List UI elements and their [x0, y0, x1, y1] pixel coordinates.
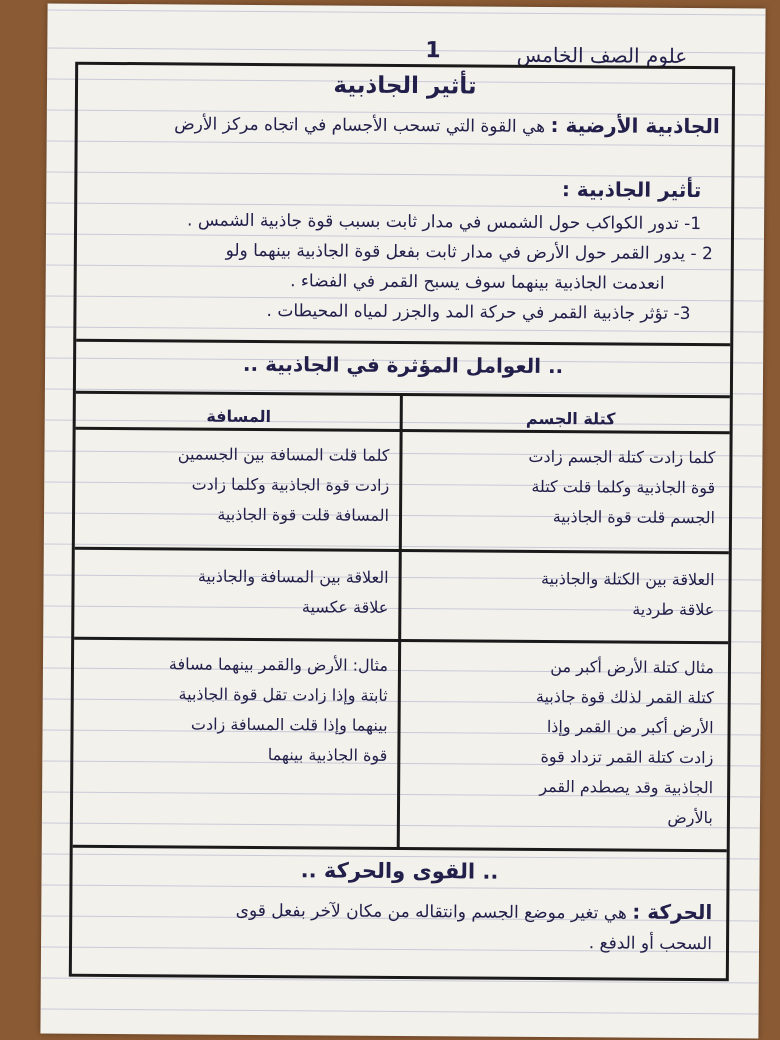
cell-line: بالأرض [667, 807, 714, 828]
cell-line: العلاقة بين المسافة والجاذبية [197, 566, 389, 587]
forces-title: .. القوى والحركة .. [300, 858, 499, 884]
mass-cell-row1 [411, 441, 716, 533]
cell-line: مثال: الأرض والقمر بينهما مسافة [168, 654, 389, 675]
cell-line: الجسم قلت قوة الجاذبية [552, 507, 716, 528]
divider [76, 339, 730, 347]
column-header-distance: المسافة [206, 406, 272, 427]
gravity-effect-title: تأثير الجاذبية [333, 72, 477, 100]
cell-line: كلما زادت كتلة الجسم زادت [528, 446, 716, 468]
effects-item-3: 3- تؤثر جاذبية القمر في حركة المد والجزر لمياه المحيطات . [266, 301, 691, 325]
table-column-divider [397, 395, 403, 847]
cell-line: قوة الجاذبية وكلما قلت كتلة [531, 476, 716, 498]
cell-line: علاقة طردية [632, 599, 715, 620]
cell-line: ثابتة وإذا زادت تقل قوة الجاذبية [178, 684, 388, 705]
cell-line: كتلة القمر لذلك قوة جاذبية [535, 686, 714, 708]
distance-cell-row2 [88, 561, 388, 623]
earth-gravity-definition [84, 107, 720, 143]
motion-continuation: السحب أو الدفع . [588, 933, 713, 955]
page-number: 1 [425, 38, 441, 64]
motion-term: الحركة : [632, 899, 713, 925]
effects-item-1: 1- تدور الكواكب حول الشمس في مدار ثابت بسبب قوة جاذبية الشمس . [187, 210, 702, 235]
subject-title: علوم الصف الخامس [516, 42, 688, 68]
distance-cell-row1 [89, 439, 390, 531]
column-header-mass: كتلة الجسم [525, 408, 616, 429]
cell-line: بينهما وإذا قلت المسافة زادت [190, 714, 388, 735]
motion-text: هي تغير موضع الجسم وانتقاله من مكان لآخر بفعل قوى [235, 900, 627, 924]
mass-cell-row3 [409, 651, 714, 833]
mass-cell-row2 [410, 563, 714, 625]
factors-title: .. العوامل المؤثرة في الجاذبية .. [242, 351, 564, 379]
effects-item-2: 2 - يدور القمر حول الأرض في مدار ثابت بفعل قوة الجاذبية بينهما ولو [225, 240, 713, 265]
cell-line: علاقة عكسية [301, 597, 389, 617]
cell-line: كلما قلت المسافة بين الجسمين [177, 444, 390, 465]
effects-item-2-cont: انعدمت الجاذبية بينهما سوف يسبح القمر في الفضاء . [290, 271, 665, 294]
notes-frame [69, 62, 735, 982]
cell-line: العلاقة بين الكتلة والجاذبية [540, 568, 715, 590]
cell-line: المسافة قلت قوة الجاذبية [217, 504, 390, 525]
cell-line: قوة الجاذبية بينهما [267, 745, 388, 765]
earth-gravity-term: الجاذبية الأرضية : [550, 113, 720, 139]
distance-cell-row3 [87, 649, 388, 771]
cell-line: مثال كتلة الأرض أكبر من [550, 657, 715, 678]
cell-line: زادت كتلة القمر تزداد قوة [540, 746, 714, 768]
notebook-page [40, 4, 765, 1039]
cell-line: زادت قوة الجاذبية وكلما زادت [191, 474, 390, 495]
cell-line: الأرض أكبر من القمر وإذا [546, 717, 714, 738]
earth-gravity-text: هي القوة التي تسحب الأجسام في اتجاه مركز الأرض [174, 114, 546, 137]
motion-definition [76, 893, 712, 929]
cell-line: الجاذبية وقد يصطدم القمر [539, 776, 714, 798]
effects-heading: تأثير الجاذبية : [561, 177, 702, 203]
